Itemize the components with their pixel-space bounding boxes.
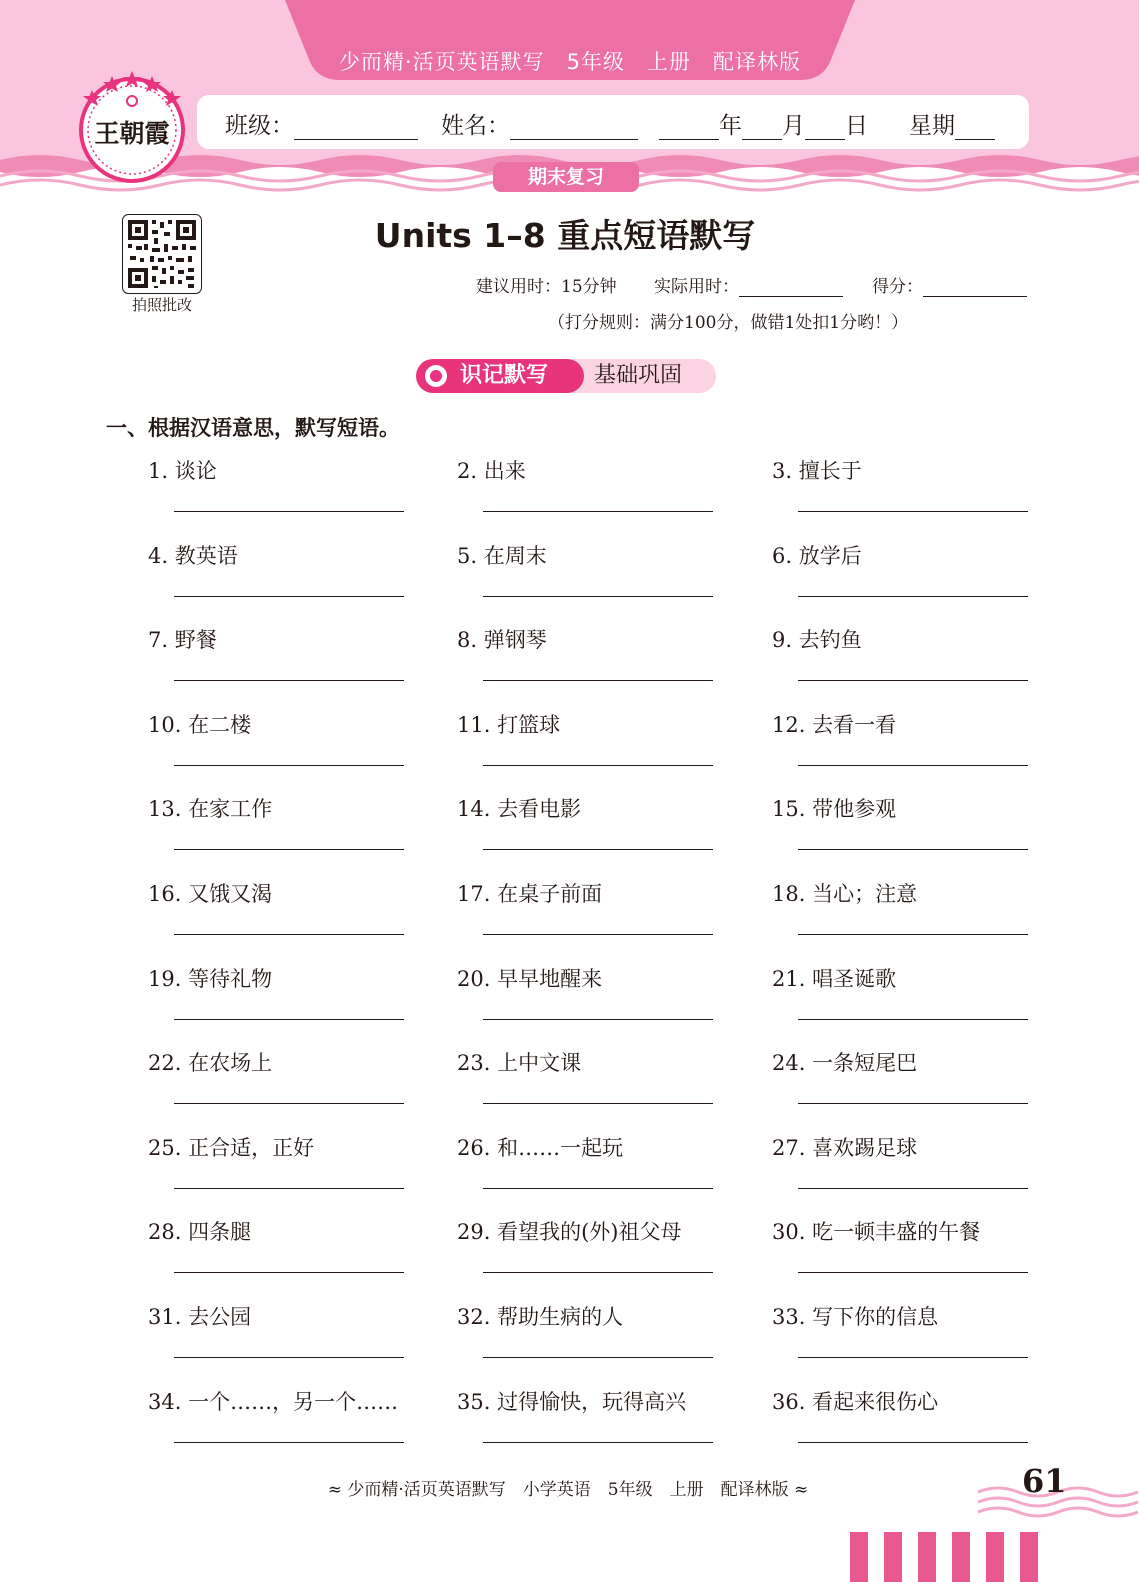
month-blank[interactable] — [742, 116, 782, 140]
year-blank[interactable] — [659, 116, 719, 140]
score-label: 得分： — [872, 277, 923, 297]
answer-blank[interactable] — [798, 1187, 1028, 1189]
question-prompt: 22. 在农场上 — [148, 1051, 273, 1076]
question-prompt: 33. 写下你的信息 — [772, 1305, 939, 1329]
qr-code[interactable] — [122, 214, 202, 294]
answer-blank[interactable] — [174, 679, 404, 681]
section-banner — [416, 359, 716, 393]
question-item — [457, 793, 757, 877]
answer-blank[interactable] — [798, 595, 1028, 597]
footer-stripe — [850, 1532, 868, 1582]
question-item — [457, 1047, 757, 1131]
weekday-label: 星期 — [909, 113, 955, 139]
name-label: 姓名： — [441, 113, 510, 139]
actual-time-blank[interactable] — [739, 277, 843, 297]
score-blank[interactable] — [923, 277, 1027, 297]
answer-blank[interactable] — [174, 1102, 404, 1104]
answer-blank[interactable] — [174, 510, 404, 512]
question-item — [457, 624, 757, 708]
question-item — [772, 1386, 1072, 1470]
question-item — [457, 1132, 757, 1216]
question-prompt: 18. 当心；注意 — [772, 882, 918, 906]
answer-blank[interactable] — [483, 848, 713, 850]
answer-blank[interactable] — [174, 933, 404, 935]
answer-blank[interactable] — [483, 1441, 713, 1443]
question-item — [772, 624, 1072, 708]
answer-blank[interactable] — [798, 1441, 1028, 1443]
question-prompt: 21. 唱圣诞歌 — [772, 966, 897, 991]
question-prompt: 19. 等待礼物 — [148, 966, 273, 991]
question-prompt: 3. 擅长于 — [772, 459, 862, 483]
answer-blank[interactable] — [174, 764, 404, 766]
question-item — [457, 963, 757, 1047]
question-item — [772, 878, 1072, 962]
answer-blank[interactable] — [483, 510, 713, 512]
answer-blank[interactable] — [483, 595, 713, 597]
page-number: 61 — [1022, 1462, 1067, 1500]
question-prompt: 6. 放学后 — [772, 543, 862, 568]
name-blank[interactable] — [510, 116, 638, 140]
answer-blank[interactable] — [798, 679, 1028, 681]
question-item — [457, 1216, 757, 1300]
answer-blank[interactable] — [483, 1018, 713, 1020]
weekday-blank[interactable] — [955, 116, 995, 140]
question-prompt: 4. 教英语 — [148, 543, 238, 568]
question-prompt: 29. 看望我的(外)祖父母 — [457, 1220, 682, 1245]
question-prompt: 25. 正合适，正好 — [148, 1135, 315, 1160]
question-item — [457, 709, 757, 793]
answer-blank[interactable] — [798, 510, 1028, 512]
day-label: 日 — [845, 113, 868, 139]
footer-stripe — [986, 1532, 1004, 1582]
qr-label: 拍照批改 — [131, 296, 192, 314]
date-field[interactable] — [659, 107, 868, 140]
question-item — [148, 1047, 448, 1131]
section-heading: 一、根据汉语意思，默写短语。 — [106, 416, 400, 440]
answer-blank[interactable] — [798, 1271, 1028, 1273]
question-prompt: 20. 早早地醒来 — [457, 966, 603, 991]
question-prompt: 16. 又饿又渴 — [148, 882, 273, 906]
qr-code-icon — [122, 214, 202, 294]
question-prompt: 24. 一条短尾巴 — [772, 1051, 918, 1076]
question-item — [148, 878, 448, 962]
answer-blank[interactable] — [174, 595, 404, 597]
series-title: 少而精·活页英语默写 5年级 上册 配译林版 — [338, 50, 802, 74]
review-tag: 期末复习 — [493, 162, 639, 192]
footer-stripe — [1020, 1532, 1038, 1582]
answer-blank[interactable] — [483, 933, 713, 935]
question-item — [148, 1301, 448, 1385]
question-item — [772, 793, 1072, 877]
question-prompt: 12. 去看一看 — [772, 712, 897, 737]
answer-blank[interactable] — [174, 1441, 404, 1443]
answer-blank[interactable] — [483, 1271, 713, 1273]
question-item — [457, 1386, 757, 1470]
year-label: 年 — [719, 113, 742, 139]
question-prompt: 13. 在家工作 — [148, 797, 273, 822]
question-item — [772, 1301, 1072, 1385]
day-blank[interactable] — [805, 116, 845, 140]
answer-blank[interactable] — [798, 933, 1028, 935]
answer-blank[interactable] — [483, 764, 713, 766]
answer-blank[interactable] — [483, 1356, 713, 1358]
question-prompt: 32. 帮助生病的人 — [457, 1305, 624, 1329]
question-item — [772, 1216, 1072, 1300]
question-item — [772, 1132, 1072, 1216]
medal-icon — [425, 365, 447, 387]
question-prompt: 36. 看起来很伤心 — [772, 1389, 939, 1414]
page-title: Units 1–8 重点短语默写 — [374, 216, 756, 255]
answer-blank[interactable] — [174, 1187, 404, 1189]
question-item — [457, 540, 757, 624]
question-item — [148, 1132, 448, 1216]
question-item — [148, 963, 448, 1047]
question-prompt: 28. 四条腿 — [148, 1220, 252, 1245]
suggested-time: 建议用时：15分钟 — [476, 277, 617, 297]
score-field[interactable] — [872, 272, 1027, 297]
question-prompt: 2. 出来 — [457, 459, 526, 483]
footer-stripe — [918, 1532, 936, 1582]
question-item — [772, 1047, 1072, 1131]
answer-blank[interactable] — [798, 1102, 1028, 1104]
question-item — [772, 709, 1072, 793]
question-prompt: 1. 谈论 — [148, 459, 217, 483]
answer-blank[interactable] — [174, 1018, 404, 1020]
question-item — [457, 878, 757, 962]
question-prompt: 31. 去公园 — [148, 1305, 252, 1329]
question-item — [772, 540, 1072, 624]
banner-sub-label: 基础巩固 — [566, 359, 716, 393]
question-item — [772, 455, 1072, 539]
answer-blank[interactable] — [798, 1356, 1028, 1358]
answer-blank[interactable] — [798, 764, 1028, 766]
question-item — [148, 709, 448, 793]
question-prompt: 23. 上中文课 — [457, 1051, 582, 1076]
question-prompt: 9. 去钓鱼 — [772, 628, 862, 653]
question-item — [457, 1301, 757, 1385]
question-prompt: 5. 在周末 — [457, 543, 547, 568]
question-prompt: 35. 过得愉快，玩得高兴 — [457, 1389, 687, 1414]
question-prompt: 8. 弹钢琴 — [457, 628, 547, 653]
question-item — [148, 1216, 448, 1300]
answer-blank[interactable] — [483, 1187, 713, 1189]
answer-blank[interactable] — [483, 679, 713, 681]
question-prompt: 26. 和……一起玩 — [457, 1135, 624, 1160]
question-item — [148, 455, 448, 539]
question-prompt: 7. 野餐 — [148, 628, 217, 653]
actual-time-label: 实际用时： — [654, 277, 739, 297]
month-label: 月 — [782, 113, 805, 139]
footer-stripe — [884, 1532, 902, 1582]
class-field[interactable] — [225, 107, 418, 140]
student-info-box — [197, 95, 1029, 149]
answer-blank[interactable] — [174, 848, 404, 850]
answer-blank[interactable] — [798, 1018, 1028, 1020]
footer-series-text: ≈ 少而精·活页英语默写 小学英语 5年级 上册 配译林版 ≈ — [327, 1480, 809, 1500]
logo-brand-text: 王朝霞 — [94, 119, 170, 148]
name-field[interactable] — [441, 107, 638, 140]
question-prompt: 30. 吃一顿丰盛的午餐 — [772, 1220, 981, 1245]
question-prompt: 17. 在桌子前面 — [457, 882, 603, 906]
question-prompt: 10. 在二楼 — [148, 712, 252, 737]
question-item — [148, 540, 448, 624]
answer-blank[interactable] — [483, 1102, 713, 1104]
question-item — [772, 963, 1072, 1047]
class-label: 班级： — [225, 113, 294, 139]
banner-main — [416, 359, 584, 393]
scoring-rule: （打分规则：满分100分，做错1处扣1分哟！） — [548, 313, 909, 333]
class-blank[interactable] — [294, 116, 418, 140]
answer-blank[interactable] — [174, 1356, 404, 1358]
question-prompt: 27. 喜欢踢足球 — [772, 1135, 918, 1160]
question-item — [148, 793, 448, 877]
banner-main-label: 识记默写 — [460, 363, 549, 388]
question-item — [148, 1386, 448, 1470]
question-item — [148, 624, 448, 708]
footer-stripe — [952, 1532, 970, 1582]
question-prompt: 15. 带他参观 — [772, 797, 897, 822]
answer-blank[interactable] — [798, 848, 1028, 850]
question-item — [457, 455, 757, 539]
question-prompt: 14. 去看电影 — [457, 797, 582, 822]
answer-blank[interactable] — [174, 1271, 404, 1273]
brand-logo — [78, 68, 186, 186]
question-prompt: 11. 打篮球 — [457, 712, 561, 737]
actual-time-field[interactable] — [654, 272, 843, 297]
weekday-field[interactable] — [909, 107, 995, 140]
question-prompt: 34. 一个……，另一个…… — [148, 1389, 399, 1414]
